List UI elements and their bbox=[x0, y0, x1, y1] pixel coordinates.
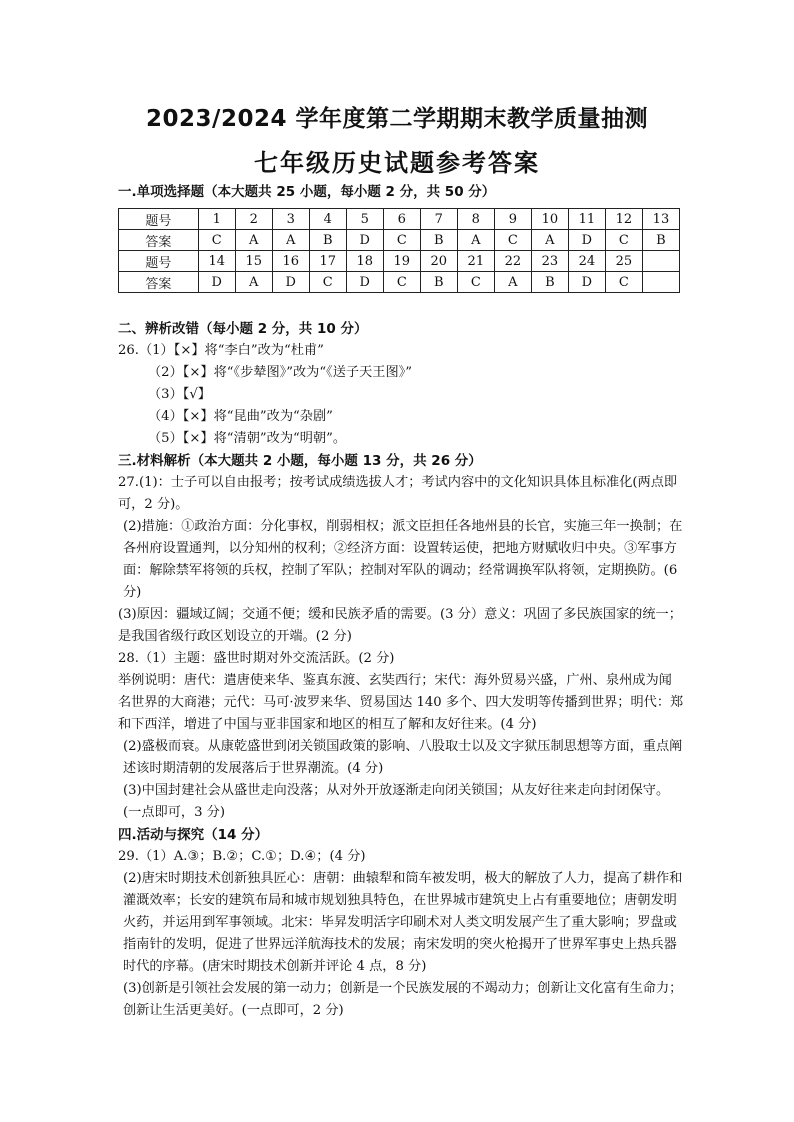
question-number: 25 bbox=[605, 251, 642, 272]
question-number: 14 bbox=[198, 251, 235, 272]
answer-cell: A bbox=[531, 230, 568, 251]
answer-cell: D bbox=[568, 272, 605, 293]
question-number: 11 bbox=[568, 209, 605, 230]
table-row bbox=[119, 209, 680, 230]
answer-cell: B bbox=[420, 272, 457, 293]
answer-cell: D bbox=[272, 272, 309, 293]
section3-heading: 三.材料解析（本大题共 2 小题，每小题 13 分，共 26 分） bbox=[118, 453, 482, 469]
section4-heading: 四.活动与探究（14 分） bbox=[118, 827, 269, 843]
answer-cell: B bbox=[642, 230, 679, 251]
answer-paragraph: 27.(1)：士子可以自由报考；按考试成绩选拔人才；考试内容中的文化知识具体且标准化(两点即可，2 分)。 bbox=[118, 475, 678, 512]
question-number: 19 bbox=[383, 251, 420, 272]
answer-paragraph: 举例说明：唐代：遣唐使来华、鉴真东渡、玄奘西行；宋代：海外贸易兴盛，广州、泉州成为闻名世界的大商港；元代：马可·波罗来华、贸易国达 140 多个、四大发明等传播到世界；明代：郑和下西洋，增进了中国与亚非国家和地区的相互了解和友好往来。(4 分) bbox=[118, 673, 684, 732]
document-title: 2023/2024 学年度第二学期期末教学质量抽测 bbox=[146, 106, 648, 132]
answer-cell: A bbox=[457, 230, 494, 251]
question-number: 23 bbox=[531, 251, 568, 272]
answer-cell: A bbox=[235, 272, 272, 293]
answer-cell: A bbox=[235, 230, 272, 251]
answer-paragraph: (3)中国封建社会从盛世走向没落；从对外开放逐渐走向闭关锁国；从友好往来走向封闭保守。(一点即可，3 分) bbox=[123, 783, 670, 820]
answer-paragraph: (3)原因：疆域辽阔；交通不便；缓和民族矛盾的需要。(3 分）意义：巩固了多民族国家的统一；是我国省级行政区划设立的开端。(2 分) bbox=[118, 607, 682, 644]
question-number: 12 bbox=[605, 209, 642, 230]
answer-paragraph: (2)措施：①政治方面：分化事权，削弱相权；派文臣担任各地州县的长官，实施三年一换制；在各州府设置通判，以分知州的权利；②经济方面：设置转运使，把地方财赋收归中央。③军事方面：解除禁军将领的兵权，控制了军队；控制对军队的调动；经常调换军队将领，定期换防。(6 分) bbox=[123, 519, 683, 600]
row-label: 题号 bbox=[119, 209, 199, 230]
question-number: 5 bbox=[346, 209, 383, 230]
section1-heading: 一.单项选择题（本大题共 25 小题，每小题 2 分，共 50 分） bbox=[118, 184, 496, 200]
table-row bbox=[119, 272, 680, 293]
question-number: 6 bbox=[383, 209, 420, 230]
empty-cell bbox=[642, 251, 679, 272]
question-number: 21 bbox=[457, 251, 494, 272]
question-number: 13 bbox=[642, 209, 679, 230]
document-subtitle: 七年级历史试题参考答案 bbox=[254, 149, 540, 177]
row-label: 答案 bbox=[119, 272, 199, 293]
question-number: 10 bbox=[531, 209, 568, 230]
question-number: 8 bbox=[457, 209, 494, 230]
table-row bbox=[119, 230, 680, 251]
answer-paragraph: (2)盛极而衰。从康乾盛世到闭关锁国政策的影响、八股取士以及文字狱压制思想等方面，重点阐述该时期清朝的发展落后于世界潮流。(4 分) bbox=[123, 739, 683, 776]
answer-line: （4）【×】将“昆曲”改为“杂剧” bbox=[148, 409, 333, 424]
answer-cell: B bbox=[420, 230, 457, 251]
answer-cell: C bbox=[198, 230, 235, 251]
question-number: 17 bbox=[309, 251, 346, 272]
answer-cell: C bbox=[605, 272, 642, 293]
table-row bbox=[119, 251, 680, 272]
answer-paragraph: (3)创新是引领社会发展的第一动力；创新是一个民族发展的不竭动力；创新让文化富有生命力；创新让生活更美好。(一点即可，2 分) bbox=[123, 981, 683, 1018]
answer-line: （3）【√】 bbox=[148, 387, 211, 402]
answer-cell: D bbox=[198, 272, 235, 293]
answer-line: （2）【×】将“《步辇图》”改为“《送子天王图》” bbox=[148, 365, 412, 380]
answer-body bbox=[118, 318, 684, 1022]
answer-cell: A bbox=[272, 230, 309, 251]
question-number: 16 bbox=[272, 251, 309, 272]
answer-cell: D bbox=[346, 230, 383, 251]
question-number: 20 bbox=[420, 251, 457, 272]
question-number: 3 bbox=[272, 209, 309, 230]
answer-cell: C bbox=[383, 230, 420, 251]
answer-table bbox=[118, 208, 680, 293]
question-number: 15 bbox=[235, 251, 272, 272]
empty-cell bbox=[642, 272, 679, 293]
question-number: 2 bbox=[235, 209, 272, 230]
answer-cell: C bbox=[605, 230, 642, 251]
answer-paragraph: 29.（1）A.③；B.②；C.①；D.④；(4 分) bbox=[118, 849, 366, 864]
row-label: 题号 bbox=[119, 251, 199, 272]
answer-line: （5）【×】将“清朝”改为“明朝”。 bbox=[148, 431, 347, 446]
answer-cell: B bbox=[531, 272, 568, 293]
question-number: 7 bbox=[420, 209, 457, 230]
question-number: 9 bbox=[494, 209, 531, 230]
answer-cell: C bbox=[457, 272, 494, 293]
answer-cell: A bbox=[494, 272, 531, 293]
answer-cell: C bbox=[309, 272, 346, 293]
answer-cell: D bbox=[568, 230, 605, 251]
answer-cell: D bbox=[346, 272, 383, 293]
question-number: 1 bbox=[198, 209, 235, 230]
question-number: 22 bbox=[494, 251, 531, 272]
question-number: 24 bbox=[568, 251, 605, 272]
row-label: 答案 bbox=[119, 230, 199, 251]
answer-cell: B bbox=[309, 230, 346, 251]
answer-paragraph: 28.（1）主题：盛世时期对外交流活跃。(2 分) bbox=[118, 651, 395, 666]
question-number: 18 bbox=[346, 251, 383, 272]
answer-line: 26.（1）【×】将“李白”改为“杜甫” bbox=[118, 343, 324, 358]
answer-cell: C bbox=[494, 230, 531, 251]
question-number: 4 bbox=[309, 209, 346, 230]
answer-paragraph: (2)唐宋时期技术创新独具匠心：唐朝：曲辕犁和筒车被发明，极大的解放了人力，提高了耕作和灌溉效率；长安的建筑布局和城市规划独具特色，在世界城市建筑史上占有重要地位；唐朝发明火药，并运用到军事领域。北宋：毕昇发明活字印刷术对人类文明发展产生了重大影响；罗盘或指南针的发明，促进了世界远洋航海技术的发展；南宋发明的突火枪揭开了世界军事史上热兵器时代的序幕。(唐宋时期技术创新并评论 4 点，8 分) bbox=[123, 871, 683, 974]
section2-heading: 二、辨析改错（每小题 2 分，共 10 分） bbox=[118, 321, 368, 337]
answer-cell: C bbox=[383, 272, 420, 293]
